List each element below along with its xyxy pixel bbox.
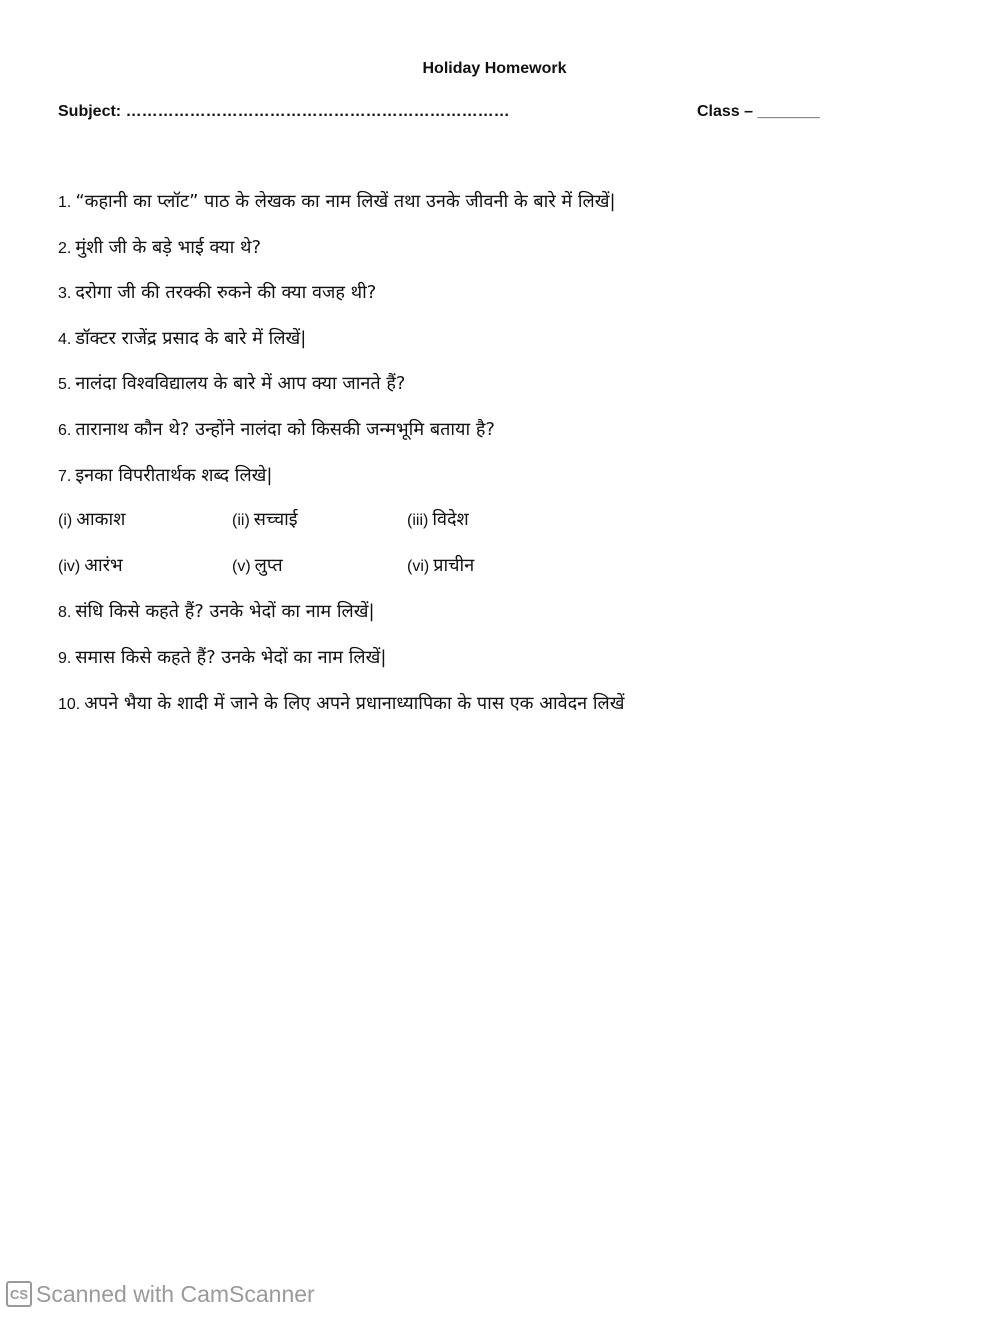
question-text: इनका विपरीतार्थक शब्द लिखे| xyxy=(75,464,273,486)
item-word: आकाश xyxy=(76,509,126,531)
item-numeral: (iii) xyxy=(407,512,429,530)
question-text: संधि किसे कहते हैं? उनके भेदों का नाम लिखें| xyxy=(75,601,375,623)
question-2 xyxy=(58,232,938,278)
question-number: 10. xyxy=(58,695,81,713)
antonym-item xyxy=(232,505,298,536)
item-word: विदेश xyxy=(432,509,469,531)
question-9 xyxy=(58,642,938,688)
question-10 xyxy=(58,688,938,734)
antonym-item xyxy=(58,505,125,536)
question-text: मुंशी जी के बड़े भाई क्या थे? xyxy=(75,236,262,258)
class-line: Class – _______ xyxy=(697,103,820,120)
camscanner-logo-icon: CS xyxy=(6,1281,32,1307)
subject-line: Subject: ……………………………………………………………… xyxy=(58,103,510,120)
item-numeral: (ii) xyxy=(232,512,250,530)
question-text: दरोगा जी की तरक्की रुकने की क्या वजह थी? xyxy=(75,282,377,304)
antonym-item xyxy=(58,551,123,582)
question-number: 2. xyxy=(58,239,72,257)
question-list xyxy=(58,186,938,733)
question-text: अपने भैया के शादी में जाने के लिए अपने प्रधानाध्यापिका के पास एक आवेदन लिखें xyxy=(84,692,625,714)
item-word: आरंभ xyxy=(84,554,123,576)
antonym-row-2 xyxy=(58,551,938,597)
question-4 xyxy=(58,323,938,369)
question-number: 4. xyxy=(58,330,72,348)
camscanner-watermark xyxy=(6,1280,315,1308)
item-word: प्राचीन xyxy=(433,554,475,576)
question-text: तारानाथ कौन थे? उन्होंने नालंदा को किसकी जन्मभूमि बताया है? xyxy=(75,418,495,440)
question-1 xyxy=(58,186,938,232)
question-text: “कहानी का प्लॉट” पाठ के लेखक का नाम लिखें तथा उनके जीवनी के बारे में लिखें| xyxy=(75,191,616,212)
item-numeral: (v) xyxy=(232,557,251,575)
question-number: 3. xyxy=(58,285,72,303)
question-text: नालंदा विश्वविद्यालय के बारे में आप क्या जानते हैं? xyxy=(75,373,406,395)
question-7 xyxy=(58,460,938,506)
antonym-item xyxy=(407,551,474,582)
antonym-item xyxy=(407,505,469,536)
question-number: 1. xyxy=(58,194,72,211)
watermark-text: Scanned with CamScanner xyxy=(36,1280,315,1307)
antonym-item xyxy=(232,551,283,582)
question-number: 6. xyxy=(58,421,72,439)
page-title: Holiday Homework xyxy=(422,60,567,77)
question-text: समास किसे कहते हैं? उनके भेदों का नाम लिखें| xyxy=(75,646,387,668)
question-5 xyxy=(58,368,938,414)
question-number: 7. xyxy=(58,467,72,485)
question-number: 8. xyxy=(58,604,72,622)
question-6 xyxy=(58,414,938,460)
question-number: 9. xyxy=(58,649,72,667)
antonym-row-1 xyxy=(58,505,938,551)
item-word: सच्चाई xyxy=(253,509,298,531)
question-text: डॉक्टर राजेंद्र प्रसाद के बारे में लिखें| xyxy=(75,327,307,349)
item-numeral: (vi) xyxy=(407,557,430,575)
item-numeral: (iv) xyxy=(58,557,81,575)
question-3 xyxy=(58,277,938,323)
item-word: लुप्त xyxy=(254,554,283,576)
question-number: 5. xyxy=(58,376,72,394)
item-numeral: (i) xyxy=(58,512,73,530)
question-8 xyxy=(58,596,938,642)
